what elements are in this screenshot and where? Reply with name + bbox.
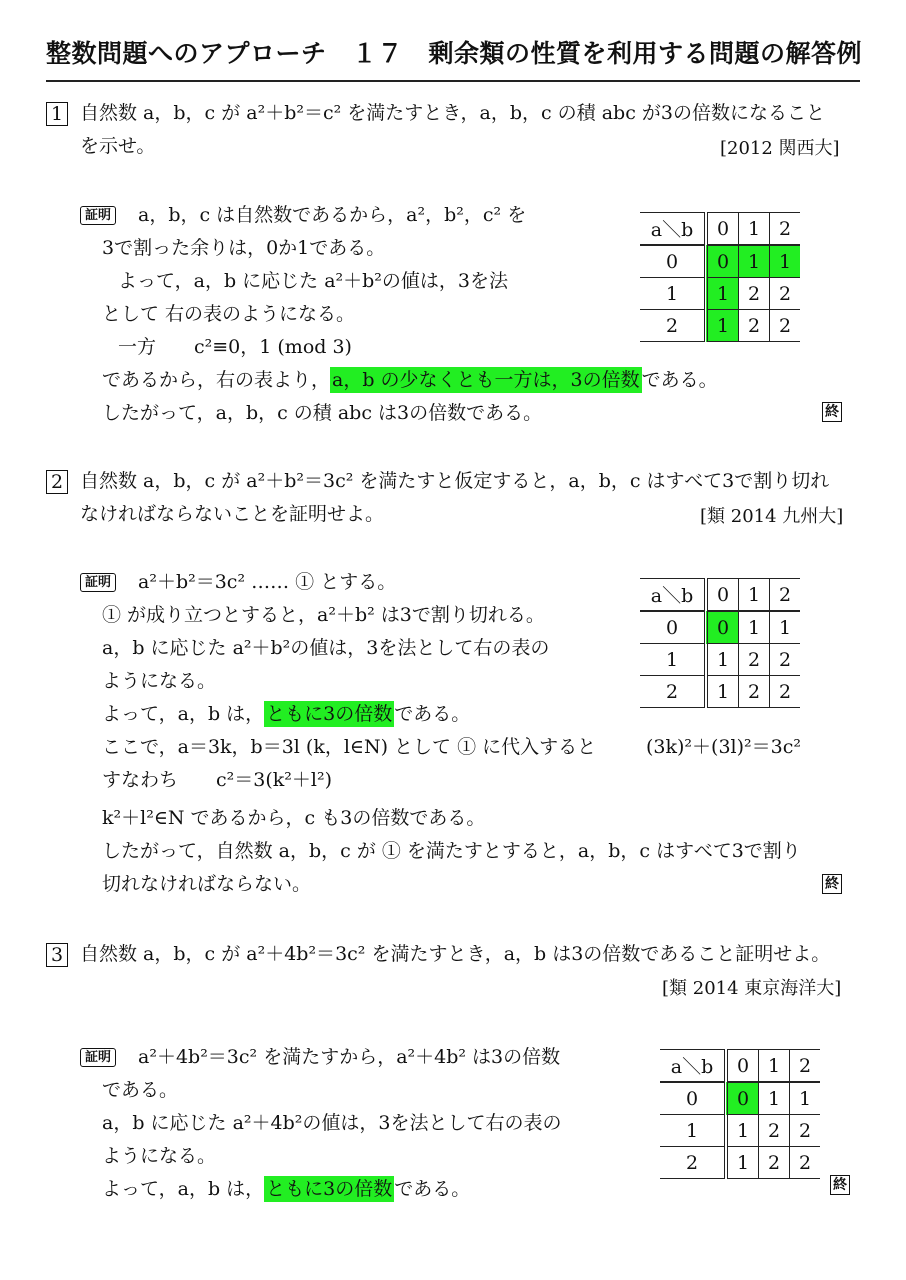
table-cell: 0 bbox=[726, 1082, 759, 1115]
mod-table-2 bbox=[640, 578, 800, 708]
table-col-header: 0 bbox=[726, 1050, 759, 1083]
proof-1-line2: 3で割った余りは，0か1である。 bbox=[102, 237, 386, 259]
table-cell: 1 bbox=[770, 611, 801, 644]
table-col-header: 1 bbox=[739, 579, 770, 612]
table-row-header: 2 bbox=[640, 676, 706, 708]
proof-1-line1: a，b，c は自然数であるから，a²，b²，c² を bbox=[138, 204, 527, 226]
table-cell: 1 bbox=[726, 1147, 759, 1179]
table-row-header: 0 bbox=[660, 1082, 726, 1115]
proof-3-line1: a²＋4b²＝3c² を満たすから，a²＋4b² は3の倍数 bbox=[138, 1046, 561, 1068]
proof-label-1: 証明 bbox=[80, 206, 116, 225]
proof-3-line3: a，b に応じた a²＋4b²の値は，3を法として右の表の bbox=[102, 1112, 562, 1134]
proof-2-line2: ① が成り立つとすると，a²＋b² は3で割り切れる。 bbox=[102, 604, 545, 626]
highlight-conclusion-3: ともに3の倍数 bbox=[266, 1178, 393, 1200]
table-cell: 0 bbox=[706, 245, 739, 278]
table-cell: 1 bbox=[726, 1115, 759, 1147]
table-cell: 2 bbox=[770, 310, 801, 342]
table-cell: 2 bbox=[790, 1115, 821, 1147]
table-cell: 2 bbox=[739, 676, 770, 708]
table-col-header: 0 bbox=[706, 213, 739, 246]
table-cell: 2 bbox=[770, 278, 801, 310]
proof-3-line4: ようになる。 bbox=[102, 1145, 217, 1167]
table-row-header: 1 bbox=[640, 644, 706, 676]
table-col-header: 1 bbox=[759, 1050, 790, 1083]
page-title: 整数問題へのアプローチ １７ 剰余類の性質を利用する問題の解答例 bbox=[46, 39, 863, 68]
problem-number-2: 2 bbox=[46, 470, 68, 494]
table-col-header: 1 bbox=[739, 213, 770, 246]
proof-2-line9: したがって，自然数 a，b，c が ① を満たすとすると，a，b，c はすべて3で割り bbox=[102, 840, 801, 862]
table-corner: a＼b bbox=[640, 213, 706, 246]
table-cell: 1 bbox=[759, 1082, 790, 1115]
problem-1-question-line2: を示せ。 bbox=[80, 135, 156, 157]
proof-1-line7: したがって，a，b，c の積 abc は3の倍数である。 bbox=[102, 402, 543, 424]
problem-number-1: 1 bbox=[46, 102, 68, 126]
proof-2-line5: よって，a，b は， ともに3の倍数 である。 bbox=[102, 703, 471, 725]
table-col-header: 0 bbox=[706, 579, 739, 612]
problem-2-question-line2: なければならないことを証明せよ。 bbox=[80, 503, 385, 525]
problem-2-question-line1: 自然数 a，b，c が a²＋b²＝3c² を満たすと仮定すると，a，b，c はすべて3で割り切れ bbox=[80, 470, 830, 492]
table-cell: 1 bbox=[739, 245, 770, 278]
table-row-header: 0 bbox=[640, 611, 706, 644]
proof-2-line8: k²＋l²∈N であるから，c も3の倍数である。 bbox=[102, 807, 486, 829]
problem-1-source: [2012 関西大] bbox=[720, 138, 840, 159]
table-cell: 1 bbox=[739, 611, 770, 644]
proof-3-line2: である。 bbox=[102, 1079, 179, 1101]
highlight-conclusion-1: a，b の少なくとも一方は，3の倍数 bbox=[332, 369, 640, 391]
proof-2-line10: 切れなければならない。 bbox=[102, 873, 312, 895]
table-cell: 2 bbox=[770, 644, 801, 676]
mod-table-3 bbox=[660, 1049, 820, 1179]
end-mark-3: 終 bbox=[830, 1175, 850, 1195]
mod-table-1 bbox=[640, 212, 800, 342]
table-row-header: 1 bbox=[660, 1115, 726, 1147]
table-cell: 1 bbox=[790, 1082, 821, 1115]
end-mark-1: 終 bbox=[822, 402, 842, 422]
end-mark-2: 終 bbox=[822, 874, 842, 894]
table-cell: 2 bbox=[770, 676, 801, 708]
proof-2-substitution: (3k)²＋(3l)²＝3c² bbox=[646, 736, 801, 758]
proof-1-line3: よって，a，b に応じた a²＋b²の値は，3を法 bbox=[118, 270, 509, 292]
proof-3-line5: よって，a，b は， ともに3の倍数 である。 bbox=[102, 1178, 471, 1200]
table-cell: 1 bbox=[706, 278, 739, 310]
table-cell: 2 bbox=[739, 278, 770, 310]
table-row-header: 2 bbox=[660, 1147, 726, 1179]
table-cell: 2 bbox=[739, 644, 770, 676]
table-cell: 1 bbox=[770, 245, 801, 278]
table-cell: 0 bbox=[706, 611, 739, 644]
proof-2-line3: a，b に応じた a²＋b²の値は，3を法として右の表の bbox=[102, 637, 550, 659]
proof-label-3: 証明 bbox=[80, 1048, 116, 1067]
table-row-header: 0 bbox=[640, 245, 706, 278]
table-row-header: 1 bbox=[640, 278, 706, 310]
problem-1-question-line1: 自然数 a，b，c が a²＋b²＝c² を満たすとき，a，b，c の積 abc が3の倍数になること bbox=[80, 102, 825, 124]
problem-3-source: [類 2014 東京海洋大] bbox=[662, 978, 842, 999]
table-col-header: 2 bbox=[770, 213, 801, 246]
table-cell: 2 bbox=[759, 1115, 790, 1147]
table-col-header: 2 bbox=[790, 1050, 821, 1083]
proof-1-line5: 一方 c²≡0，1 (mod 3) bbox=[118, 336, 352, 358]
table-cell: 1 bbox=[706, 676, 739, 708]
problem-number-3: 3 bbox=[46, 943, 68, 967]
proof-1-line4: として 右の表のようになる。 bbox=[102, 303, 356, 325]
highlight-conclusion-2: ともに3の倍数 bbox=[266, 703, 393, 725]
proof-label-2: 証明 bbox=[80, 573, 116, 592]
table-corner: a＼b bbox=[660, 1050, 726, 1083]
table-cell: 2 bbox=[739, 310, 770, 342]
table-col-header: 2 bbox=[770, 579, 801, 612]
proof-2-line1: a²＋b²＝3c² …… ① とする。 bbox=[138, 571, 397, 593]
table-cell: 2 bbox=[759, 1147, 790, 1179]
table-cell: 1 bbox=[706, 644, 739, 676]
title-divider bbox=[46, 80, 860, 82]
proof-2-line7: すなわち c²＝3(k²＋l²) bbox=[102, 769, 332, 791]
proof-2-line6: ここで，a＝3k，b＝3l (k，l∈N) として ① に代入すると bbox=[102, 736, 597, 758]
table-corner: a＼b bbox=[640, 579, 706, 612]
problem-3-question-line1: 自然数 a，b，c が a²＋4b²＝3c² を満たすとき，a，b は3の倍数であること証明せよ。 bbox=[80, 943, 831, 965]
proof-2-line4: ようになる。 bbox=[102, 670, 217, 692]
table-cell: 1 bbox=[706, 310, 739, 342]
table-cell: 2 bbox=[790, 1147, 821, 1179]
proof-1-line6: であるから，右の表より， a，b の少なくとも一方は，3の倍数 である。 bbox=[102, 369, 718, 391]
problem-2-source: [類 2014 九州大] bbox=[700, 506, 844, 527]
table-row-header: 2 bbox=[640, 310, 706, 342]
